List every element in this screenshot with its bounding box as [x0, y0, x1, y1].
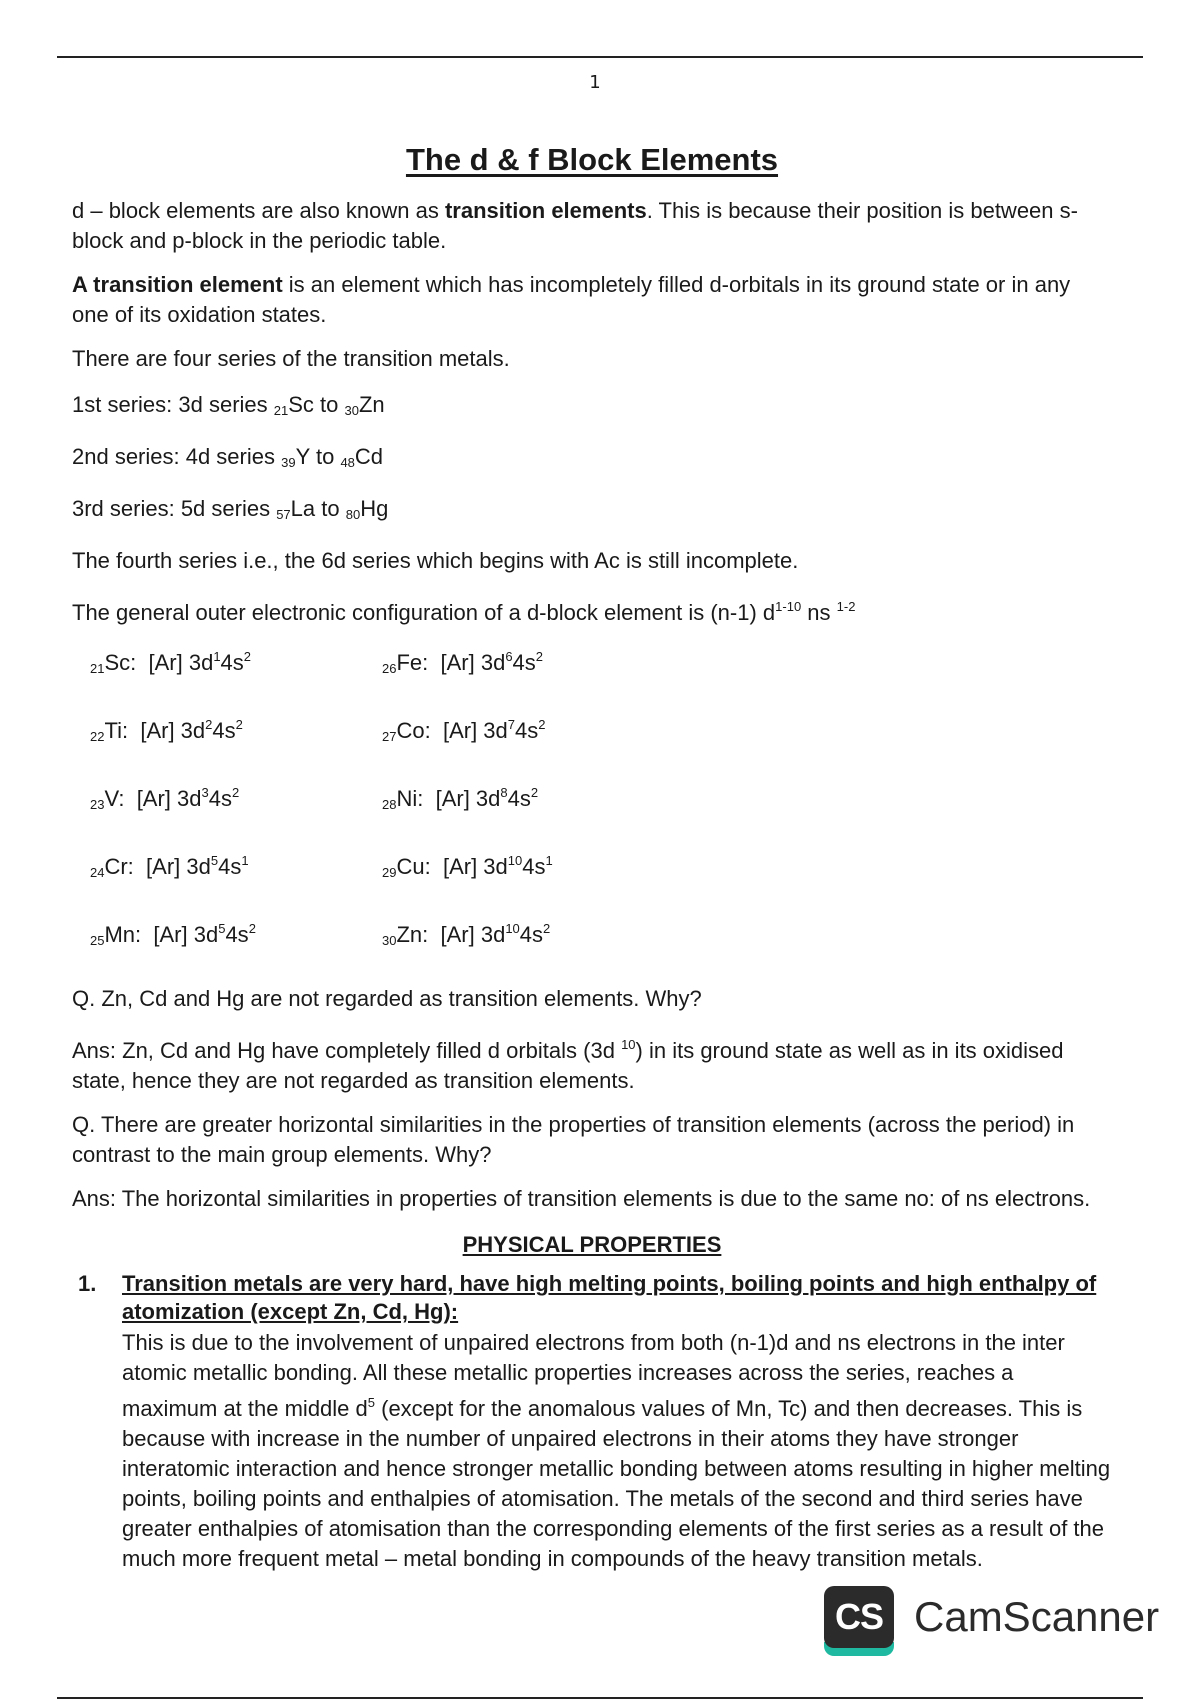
- camscanner-logo-icon: CS: [824, 1586, 894, 1648]
- config-entry: $_{23}$V: [Ar] $3d^34s^2$: [90, 785, 240, 812]
- property-heading: Transition metals are very hard, have high melting points, boiling points and high enthalpy of atomization (except Zn, Cd, Hg):: [122, 1271, 1097, 1324]
- electron-config-table: [90, 642, 1112, 956]
- general-configuration: The general outer electronic configuration of a d-block element is (n-1) $d^{1-10}$ ns $^{1-2}$: [72, 599, 856, 625]
- top-rule: [57, 56, 1143, 58]
- fourth-series: The fourth series i.e., the 6d series which begins with Ac is still incomplete.: [72, 548, 799, 573]
- intro-paragraph-2: A transition element is an element which has incompletely filled d-orbitals in its ground state or in any one of its oxidation states.: [72, 272, 1071, 327]
- page-title: The d & f Block Elements: [405, 142, 779, 177]
- series-line: 1st series: 3d series $_{21}$Sc to $_{30}$Zn: [72, 392, 385, 418]
- intro-paragraph-1: d – block elements are also known as transition elements. This is because their position is between s-block and p-block in the periodic table.: [72, 198, 1078, 253]
- property-body: This is due to the involvement of unpaired electrons from both (n-1)d and ns electrons in the inter atomic metallic bonding. All these metallic properties increases across the series, reaches a maximum at the middle $d^5$ (except for the anomalous values of Mn, Tc) and then decreases. This is because with increase in the number of unpaired electrons in their atoms they have stronger interatomic interaction and hence stronger metallic bonding between atoms resulting in higher melting points, boiling points and enthalpies of atomisation. The metals of the second and third series have greater enthalpies of atomisation than the corresponding elements of the first series as a result of the much more frequent metal – metal bonding in compounds of the heavy transition metals.: [122, 1330, 1111, 1571]
- series-line: 3rd series: 5d series $_{57}$La to $_{80}$Hg: [72, 496, 389, 522]
- intro-paragraph-3: There are four series of the transition metals.: [72, 346, 510, 371]
- document-body: [72, 142, 1112, 1574]
- question-2: Q. There are greater horizontal similarities in the properties of transition elements (across the period) in contrast to the main group elements. Why?: [72, 1112, 1075, 1167]
- config-entry: $_{22}$Ti: [Ar] $3d^24s^2$: [90, 717, 243, 744]
- answer-2: Ans: The horizontal similarities in properties of transition elements is due to the same no: of ns electrons.: [72, 1186, 1091, 1211]
- config-entry: $_{27}$Co: [Ar] $3d^74s^2$: [382, 717, 546, 744]
- camscanner-watermark: [824, 1586, 1159, 1648]
- config-entry: $_{21}$Sc: [Ar] $3d^14s^2$: [90, 649, 252, 676]
- section-heading-physical-properties: PHYSICAL PROPERTIES: [462, 1232, 722, 1257]
- config-entry: $_{30}$Zn: [Ar] $3d^{10}4s^2$: [382, 921, 551, 948]
- bottom-rule: [57, 1697, 1143, 1699]
- question-1: Q. Zn, Cd and Hg are not regarded as transition elements. Why?: [72, 986, 702, 1011]
- config-entry: $_{28}$Ni: [Ar] $3d^84s^2$: [382, 785, 539, 812]
- config-entry: $_{29}$Cu: [Ar] $3d^{10}4s^1$: [382, 853, 553, 880]
- config-entry: $_{24}$Cr: [Ar] $3d^54s^1$: [90, 853, 249, 880]
- page-number: 1: [589, 72, 601, 93]
- list-number: 1.: [78, 1271, 97, 1296]
- config-entry: $_{25}$Mn: [Ar] $3d^54s^2$: [90, 921, 256, 948]
- camscanner-logo-text: CamScanner: [914, 1593, 1160, 1640]
- series-line: 2nd series: 4d series $_{39}$Y to $_{48}$Cd: [72, 444, 384, 470]
- property-item-1: [72, 1270, 1112, 1574]
- answer-1: Ans: Zn, Cd and Hg have completely filled d orbitals (3d $^{10}$) in its ground state as well as in its oxidised state, hence they are not regarded as transition elements.: [72, 1037, 1064, 1093]
- config-entry: $_{26}$Fe: [Ar] $3d^64s^2$: [382, 649, 544, 676]
